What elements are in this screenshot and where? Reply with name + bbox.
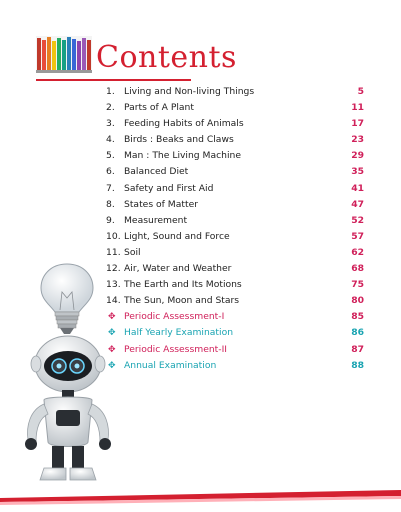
assessment-title: Half Yearly Examination: [124, 327, 234, 339]
diamond-bullet-icon: ✥: [108, 344, 116, 355]
page-number: 41: [351, 182, 364, 194]
chapter-number: 4.: [106, 134, 115, 146]
chapter-title: Measurement: [124, 214, 188, 226]
table-of-contents: [106, 84, 364, 374]
chapter-title: The Sun, Moon and Stars: [124, 295, 240, 307]
page-number: 17: [351, 118, 364, 130]
chapter-title: Parts of A Plant: [124, 102, 194, 114]
assessment-title: Periodic Assessment-II: [124, 343, 228, 355]
title-underline: [36, 79, 191, 81]
chapter-number: 10.: [106, 230, 121, 242]
toc-row[interactable]: [106, 181, 364, 197]
chapter-number: 12.: [106, 263, 121, 275]
chapter-title: Balanced Diet: [124, 166, 189, 178]
page-number: 68: [351, 263, 364, 275]
chapter-title: The Earth and Its Motions: [124, 279, 242, 291]
toc-row[interactable]: [106, 229, 364, 245]
chapter-number: 8.: [106, 198, 115, 210]
page-number: 11: [351, 102, 364, 114]
assessment-row[interactable]: [106, 342, 364, 358]
chapter-title: States of Matter: [124, 198, 198, 210]
page-number: 47: [351, 198, 364, 210]
chapter-number: 1.: [106, 86, 115, 97]
chapter-title: Air, Water and Weather: [124, 263, 232, 275]
toc-row[interactable]: [106, 116, 364, 132]
chapter-title: Safety and First Aid: [124, 182, 214, 194]
bottom-decorative-bar: [0, 490, 401, 512]
chapter-number: 13.: [106, 279, 121, 291]
page-number: 85: [351, 311, 364, 323]
toc-row[interactable]: [106, 84, 364, 100]
page-number: 5: [357, 86, 364, 97]
assessment-row[interactable]: [106, 325, 364, 341]
toc-row[interactable]: [106, 197, 364, 213]
toc-row[interactable]: [106, 245, 364, 261]
page-number: 57: [351, 230, 364, 242]
assessment-title: Periodic Assessment-I: [124, 311, 225, 323]
chapter-title: Man : The Living Machine: [124, 150, 242, 162]
assessment-row[interactable]: [106, 309, 364, 325]
toc-row[interactable]: [106, 293, 364, 309]
chapter-title: Feeding Habits of Animals: [124, 118, 244, 130]
robot-illustration: [18, 330, 118, 488]
assessment-title: Annual Examination: [124, 359, 217, 371]
toc-row[interactable]: [106, 213, 364, 229]
diamond-bullet-icon: ✥: [108, 312, 116, 323]
page-number: 52: [351, 214, 364, 226]
chapter-title: Soil: [124, 246, 141, 258]
page-number: 23: [351, 134, 364, 146]
chapter-title: Living and Non-living Things: [124, 86, 255, 97]
toc-row[interactable]: [106, 132, 364, 148]
chapter-number: 11.: [106, 246, 121, 258]
toc-row[interactable]: [106, 277, 364, 293]
page-number: 86: [351, 327, 364, 339]
chapter-number: 5.: [106, 150, 115, 162]
page-number: 80: [351, 295, 364, 307]
light-bulb-icon: [38, 262, 96, 336]
page-number: 35: [351, 166, 364, 178]
chapter-title: Birds : Beaks and Claws: [124, 134, 234, 146]
chapter-number: 2.: [106, 102, 115, 114]
chapter-number: 6.: [106, 166, 115, 178]
toc-row[interactable]: [106, 261, 364, 277]
chapter-number: 3.: [106, 118, 115, 130]
chapter-number: 7.: [106, 182, 115, 194]
chapter-number: 9.: [106, 214, 115, 226]
page-number: 88: [351, 359, 364, 371]
page-number: 75: [351, 279, 364, 291]
page-title: Contents: [96, 40, 237, 75]
diamond-bullet-icon: ✥: [108, 328, 116, 339]
diamond-bullet-icon: ✥: [108, 360, 116, 371]
toc-row[interactable]: [106, 100, 364, 116]
toc-row[interactable]: [106, 164, 364, 180]
chapter-title: Light, Sound and Force: [124, 230, 230, 242]
page-number: 29: [351, 150, 364, 162]
books-icon: [36, 36, 92, 82]
page-number: 62: [351, 246, 364, 258]
assessment-row[interactable]: [106, 358, 364, 374]
chapter-number: 14.: [106, 295, 121, 307]
toc-row[interactable]: [106, 148, 364, 164]
page-number: 87: [351, 343, 364, 355]
